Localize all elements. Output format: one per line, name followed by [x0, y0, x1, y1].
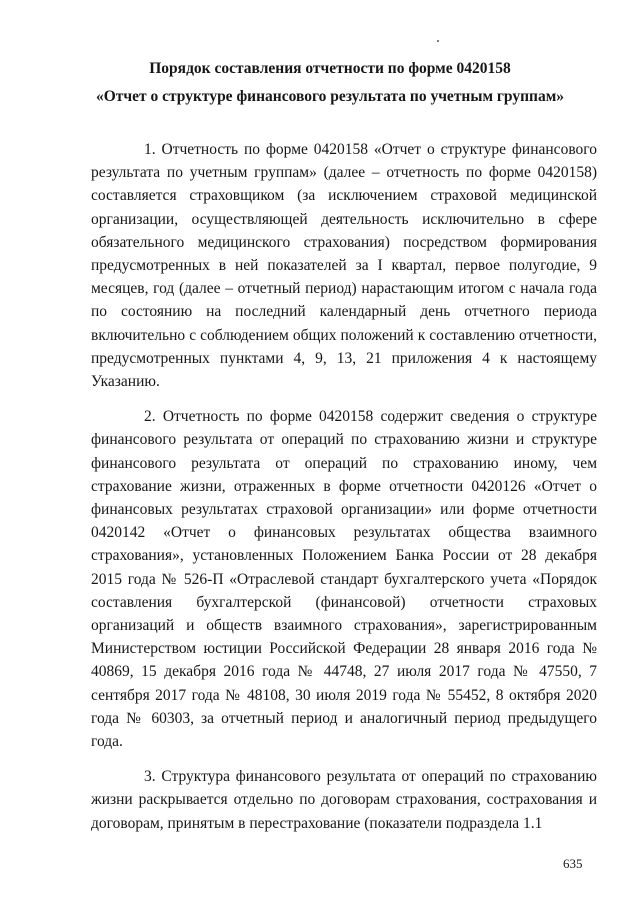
paragraph-3: 3. Структура финансового результата от операций по страхованию жизни раскрывается отдельно по договорам страхования, сострахования и договорам, принятым в перестрахование (показатели подраздела 1.1 [91, 768, 597, 832]
document-title-line-2: «Отчет о структуре финансового результата по учетным группам» [95, 88, 565, 105]
paragraph-2: 2. Отчетность по форме 0420158 содержит сведения о структуре финансового результата от операций по страхованию жизни и структуре финансового результата от операций по страхованию иному, чем страхование жизни, отраженных в форме отчетности 0420126 «Отчет о финансовых результатах страховой организации» или форме отчетности 0420142 «Отчет о финансовых результатах общества взаимного страхования», установленных Положением Банка России от 28 декабря 2015 года № 526-П «Отраслевой стандарт бухгалтерского учета «Порядок составления бухгалтерской (финансовой) отчетности страховых организаций и обществ взаимного страхования», зарегистрированным Министерством юстиции Российской Федерации 28 января 2016 года № 40869, 15 декабря 2016 года № 44748, 27 июля 2017 года № 47550, 7 сентября 2017 года № 48108, 30 июля 2019 года № 55452, 8 октября 2020 года № 60303, за отчетный период и аналогичный период предыдущего года. [91, 408, 597, 751]
document-title-line-1: Порядок составления отчетности по форме 0420158 [149, 60, 511, 77]
document-body [91, 138, 597, 847]
paragraph-1: 1. Отчетность по форме 0420158 «Отчет о структуре финансового результата по учетным группам» (далее – отчетность по форме 0420158) составляется страховщиком (за исключением страховой медицинской организации, осуществляющей деятельность исключительно в сфере обязательного медицинского страхования) посредством формирования предусмотренных в ней показателей за I квартал, первое полугодие, 9 месяцев, год (далее – отчетный период) нарастающим итогом с начала года по состоянию на последний календарный день отчетного периода включительно с соблюдением общих положений к составлению отчетности, предусмотренных пунктами 4, 9, 13, 21 приложения 4 к настоящему Указанию. [91, 141, 597, 391]
page-number: 635 [563, 856, 583, 871]
scan-speck [437, 40, 439, 42]
